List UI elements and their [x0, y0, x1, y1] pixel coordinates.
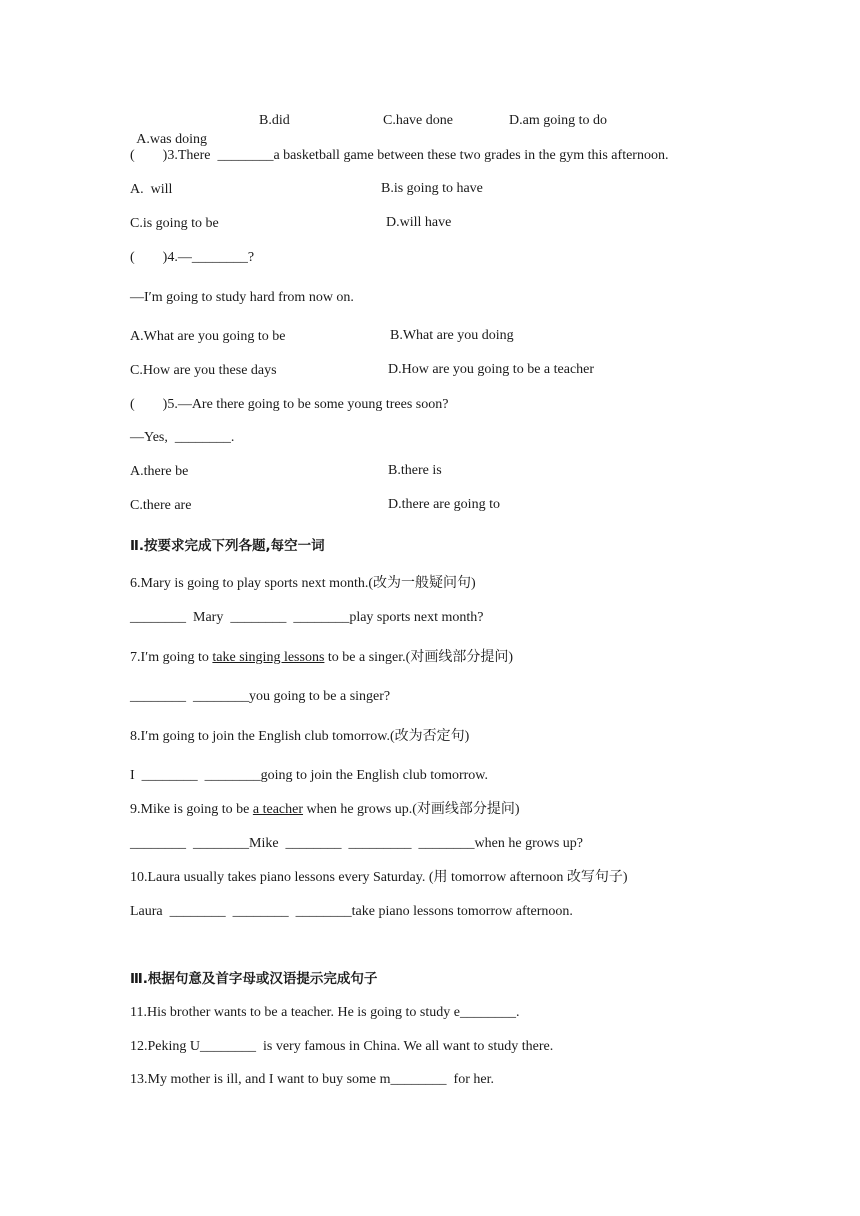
q12: 12.Peking U________ is very famous in China. We all want to study there.: [130, 1039, 554, 1054]
q5-option-d: D.there are going to: [388, 497, 500, 512]
q6-answer: ________ Mary ________ ________play sports next month?: [130, 610, 484, 625]
q9-underlined: a teacher: [252, 802, 304, 817]
q8-answer: I ________ ________going to join the English club tomorrow.: [130, 768, 489, 783]
q2-option-a: A.was doing: [136, 132, 208, 147]
section-2-title: Ⅱ.按要求完成下列各题,每空一词: [130, 538, 325, 554]
q5-option-b: B.there is: [388, 463, 442, 478]
q9-answer: ________ ________Mike ________ _________ ________when he grows up?: [130, 836, 584, 851]
q7-stem-pre: 7.I′m going to: [130, 650, 213, 665]
q3-option-d: D.will have: [386, 215, 452, 230]
q4-option-b: B.What are you doing: [390, 328, 514, 343]
q2-option-c: C.have done: [383, 113, 453, 128]
q4-option-d: D.How are you going to be a teacher: [388, 362, 595, 377]
q10-answer: Laura ________ ________ ________take piano lessons tomorrow afternoon.: [130, 904, 573, 919]
q5-stem: ( )5.—Are there going to be some young trees soon?: [130, 397, 449, 412]
q7-stem: [130, 649, 513, 667]
q7-answer: ________ ________you going to be a singer?: [130, 689, 391, 704]
q2-options-row: [130, 113, 207, 149]
q3-option-c: C.is going to be: [130, 216, 219, 231]
q4-stem: ( )4.—________?: [130, 250, 255, 265]
q3-stem: ( )3.There ________a basketball game between these two grades in the gym this afternoon.: [130, 148, 669, 163]
q5-reply: —Yes, ________.: [130, 430, 235, 445]
q10-stem: 10.Laura usually takes piano lessons every Saturday. (用 tomorrow afternoon 改写句子): [130, 870, 628, 885]
q4-reply: —I′m going to study hard from now on.: [130, 290, 354, 305]
q7-stem-post: to be a singer.(对画线部分提问): [324, 650, 513, 665]
q3-option-b: B.is going to have: [381, 181, 483, 196]
q2-option-b: B.did: [259, 113, 290, 128]
q8-stem: 8.I′m going to join the English club tomorrow.(改为否定句): [130, 729, 470, 744]
q4-option-a: A.What are you going to be: [130, 329, 286, 344]
q11: 11.His brother wants to be a teacher. He is going to study e________.: [130, 1005, 520, 1020]
q5-option-a: A.there be: [130, 464, 189, 479]
q2-option-d: D.am going to do: [509, 113, 607, 128]
q5-option-c: C.there are: [130, 498, 192, 513]
q9-stem: [130, 801, 520, 819]
q7-underlined: take singing lessons: [212, 650, 325, 665]
q9-stem-pre: 9.Mike is going to be: [130, 802, 253, 817]
q3-option-a: A. will: [130, 182, 173, 197]
q13: 13.My mother is ill, and I want to buy some m________ for her.: [130, 1072, 494, 1087]
q4-option-c: C.How are you these days: [130, 363, 277, 378]
q9-stem-post: when he grows up.(对画线部分提问): [303, 802, 520, 817]
q6-stem: 6.Mary is going to play sports next month.(改为一般疑问句): [130, 576, 476, 591]
section-3-title: Ⅲ.根据句意及首字母或汉语提示完成句子: [130, 971, 378, 987]
